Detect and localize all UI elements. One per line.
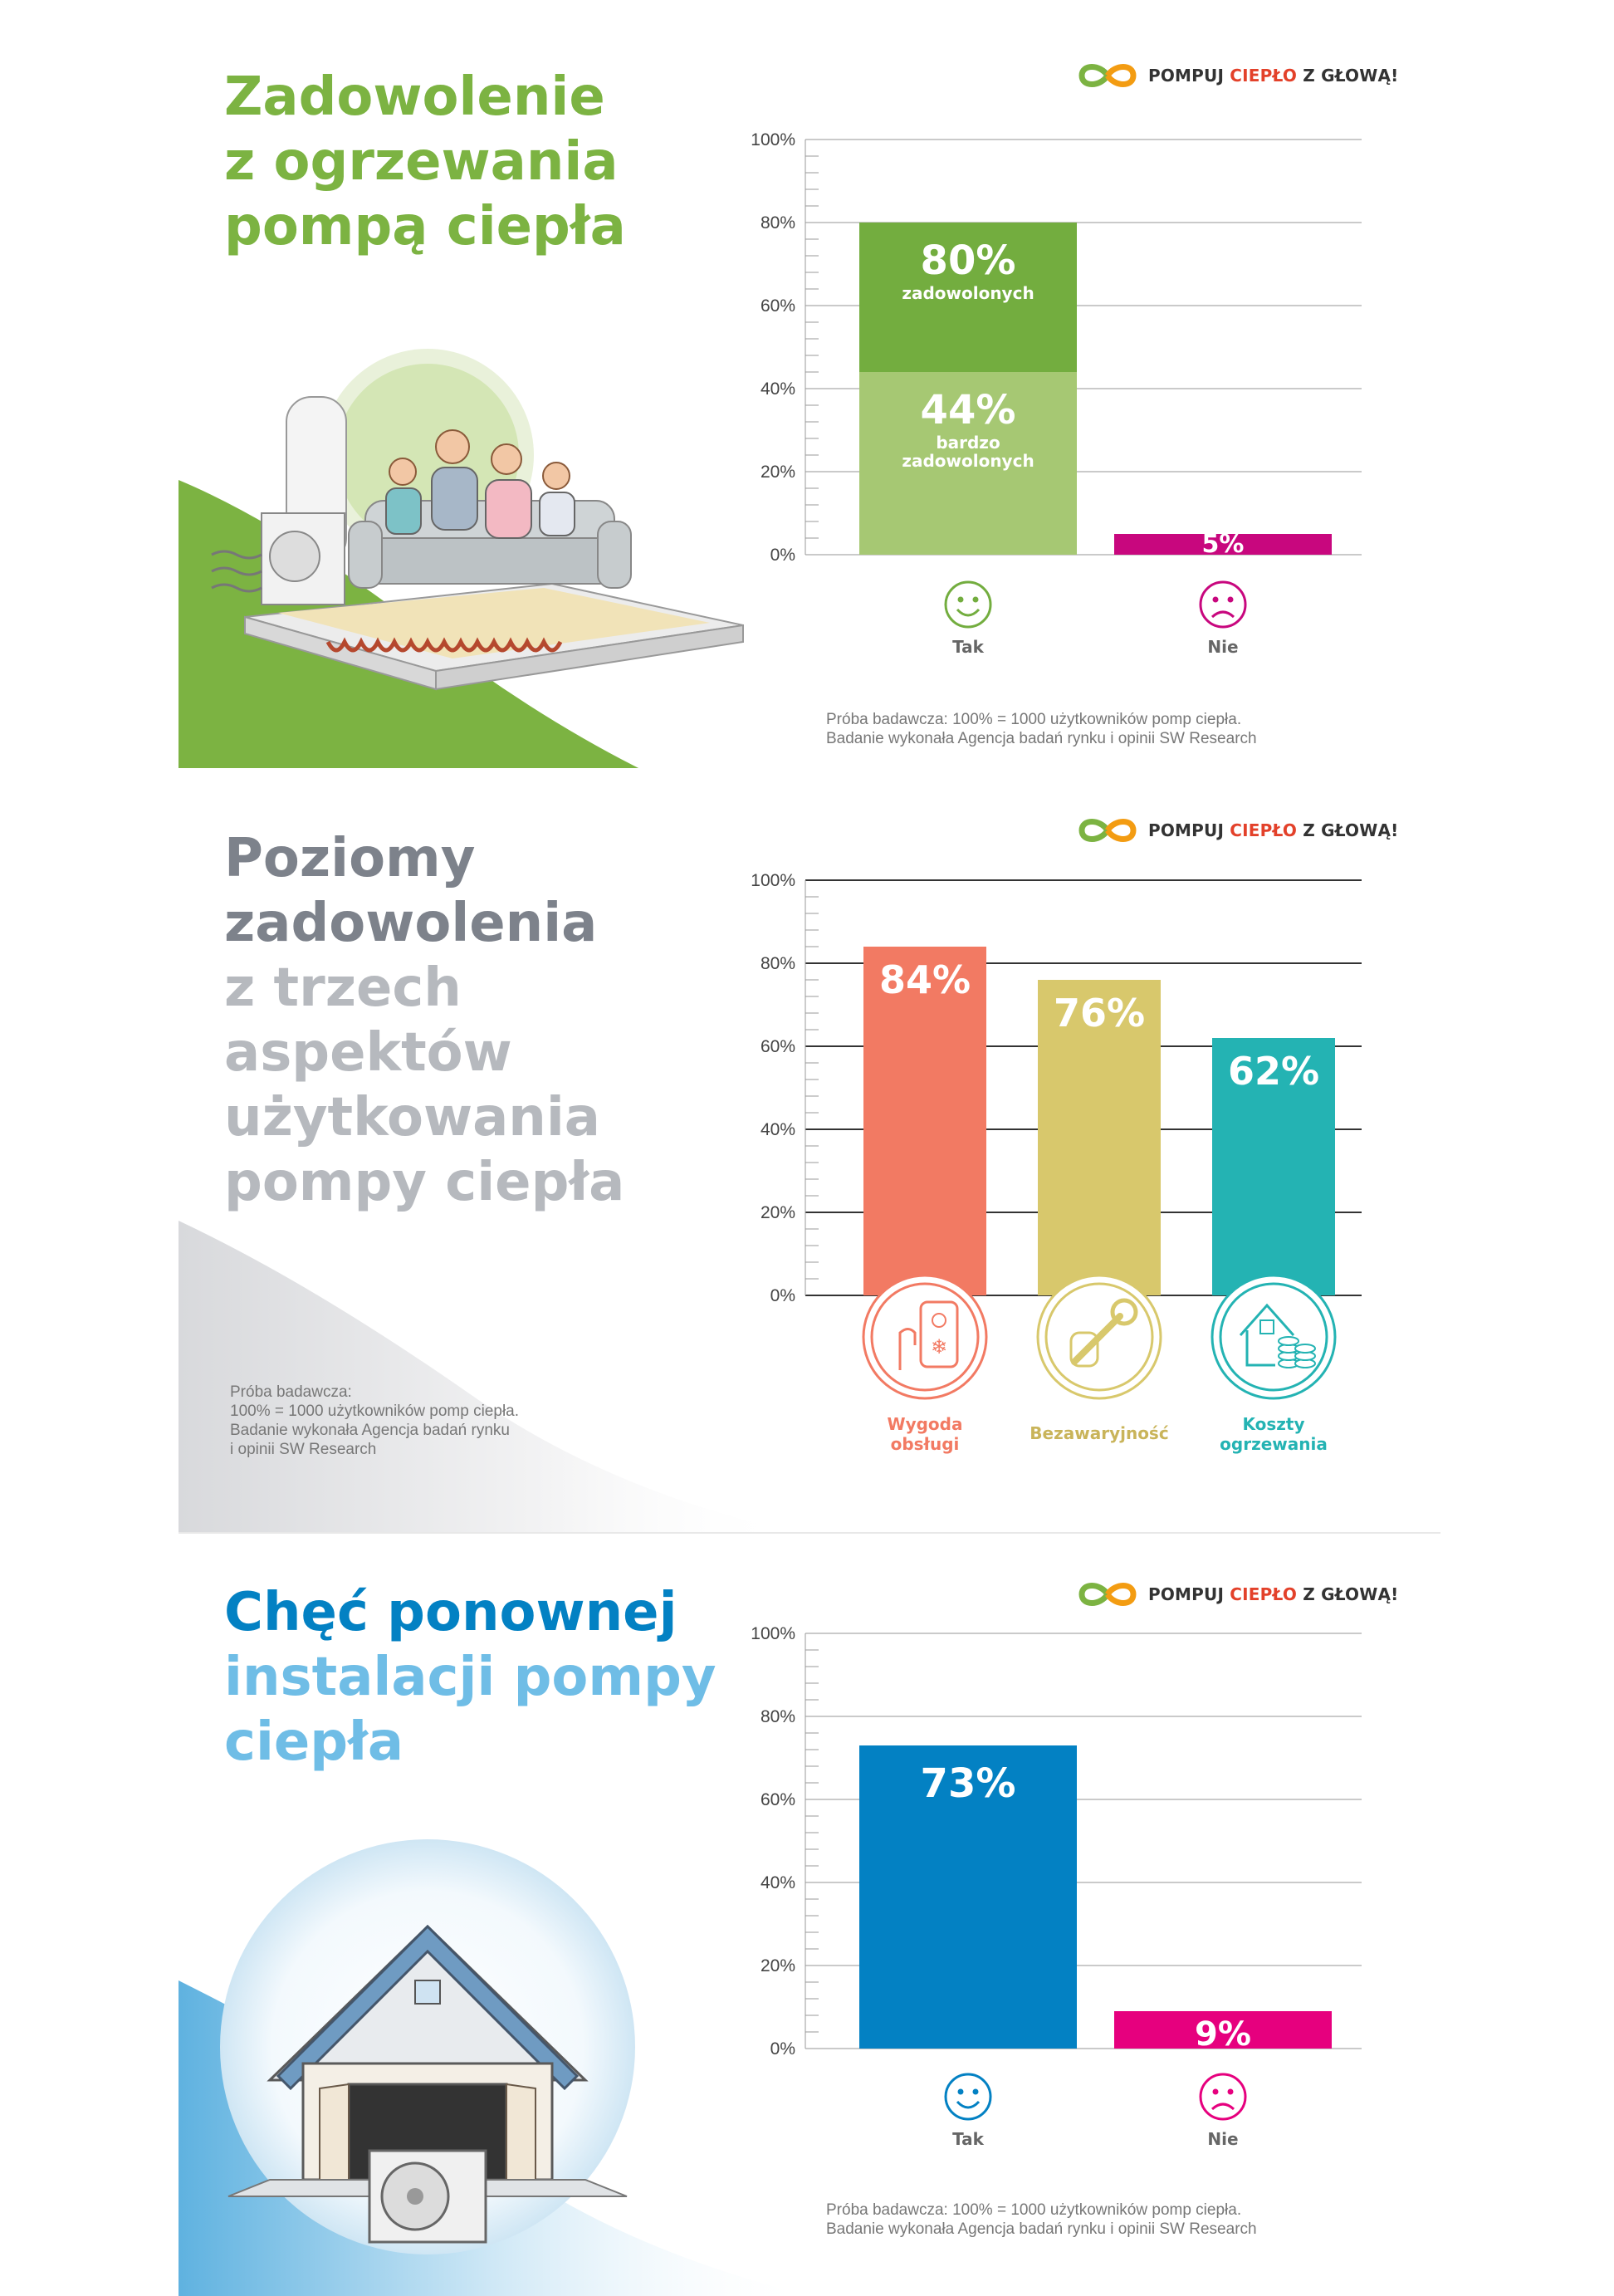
data-label: 62% [1227, 1049, 1320, 1094]
y-tick-label: 60% [760, 1037, 795, 1056]
y-tick-label: 20% [760, 463, 795, 482]
data-label: 84% [878, 957, 971, 1002]
x-tick-label: Nie [1207, 637, 1239, 657]
y-tick-label: 40% [760, 1873, 795, 1892]
data-sublabel: bardzo [936, 433, 1000, 453]
title-line: Chęć ponownej [224, 1582, 677, 1643]
face-eye [973, 2089, 979, 2095]
y-tick-label: 60% [760, 296, 795, 316]
title-line: aspektów [224, 1022, 512, 1084]
face-mouth [957, 609, 979, 615]
title-line: pompy ciepła [224, 1152, 625, 1213]
y-tick-label: 40% [760, 379, 795, 399]
y-tick-label: 60% [760, 1790, 795, 1809]
x-tick-label: Nie [1207, 2129, 1239, 2149]
data-sublabel: zadowolonych [902, 451, 1034, 471]
coin-stack-icon [1279, 1337, 1299, 1345]
y-tick-label: 80% [760, 954, 795, 973]
brand-logo-text: POMPUJ CIEPŁO Z GŁOWĄ! [1148, 66, 1399, 86]
face-eye [973, 597, 979, 603]
y-tick-label: 100% [751, 1624, 795, 1643]
panel-heating-satisfaction [179, 7, 1440, 771]
face-eye [1228, 2089, 1234, 2095]
title-line: Zadowolenie [224, 66, 605, 128]
y-tick-label: 20% [760, 1956, 795, 1975]
x-tick-label: Tak [952, 2129, 984, 2149]
sample-note: Próba badawcza: 100% = 1000 użytkowników pomp ciepła. Badanie wykonała Agencja badań rynku i opinii SW Research [826, 711, 1257, 747]
face-mouth [1212, 2104, 1234, 2109]
title-line: z ogrzewania [224, 131, 619, 193]
y-tick-label: 80% [760, 213, 795, 233]
y-tick-label: 20% [760, 1203, 795, 1222]
face-eye [1213, 597, 1219, 603]
brand-logo-text: POMPUJ CIEPŁO Z GŁOWĄ! [1148, 820, 1399, 840]
x-tick-label: ogrzewania [1220, 1434, 1328, 1454]
title-line: zadowolenia [224, 893, 598, 954]
aspect-icon-ring [1212, 1275, 1335, 1398]
data-label: 76% [1053, 991, 1146, 1035]
title-line: Poziomy [224, 828, 476, 889]
sample-note: Próba badawcza: 100% = 1000 użytkowników pomp ciepła. Badanie wykonała Agencja badań rynku i opinii SW Research [826, 2201, 1257, 2238]
title-line: użytkowania [224, 1087, 600, 1148]
y-tick-label: 80% [760, 1707, 795, 1726]
sad-face-icon [1201, 2074, 1245, 2119]
happy-face-icon [946, 582, 990, 627]
y-tick-label: 0% [770, 2039, 795, 2059]
x-tick-label: obsługi [890, 1434, 960, 1454]
x-tick-label: Wygoda [887, 1414, 963, 1434]
face-eye [958, 2089, 964, 2095]
face-mouth [957, 2102, 979, 2108]
y-tick-label: 100% [751, 130, 795, 149]
panel-reinstall-willingness [179, 1532, 1440, 2296]
data-label: 80% [920, 237, 1016, 284]
title-line: z trzech [224, 957, 462, 1019]
y-tick-label: 40% [760, 1120, 795, 1139]
sad-face-icon [1201, 582, 1245, 627]
happy-face-icon [946, 2074, 990, 2119]
coin-stack-icon [1295, 1344, 1315, 1353]
y-tick-label: 0% [770, 546, 795, 565]
chart-reinstall [179, 1532, 1440, 2296]
brand-logo-text: POMPUJ CIEPŁO Z GŁOWĄ! [1148, 1584, 1399, 1604]
face-eye [958, 597, 964, 603]
data-sublabel: zadowolonych [902, 283, 1034, 303]
sample-note: Próba badawcza: 100% = 1000 użytkowników pomp ciepła. Badanie wykonała Agencja badań rynku i opinii SW Research [230, 1383, 520, 1458]
title-line: ciepła [224, 1711, 404, 1773]
title-line: instalacji pompy [224, 1647, 717, 1708]
aspect-icon-ring [863, 1275, 986, 1398]
x-tick-label: Bezawaryjność [1030, 1423, 1169, 1443]
x-tick-label: Koszty [1242, 1414, 1305, 1434]
data-label: 5% [1201, 530, 1245, 559]
data-label: 9% [1195, 2015, 1251, 2054]
title-line: pompą ciepła [224, 196, 626, 257]
face-mouth [1212, 612, 1234, 617]
y-tick-label: 0% [770, 1286, 795, 1305]
data-label: 44% [920, 387, 1016, 433]
snowflake-icon: ❄ [930, 1335, 948, 1359]
chart-satisfaction [179, 7, 1440, 771]
panel-satisfaction-aspects [179, 768, 1440, 1532]
data-label: 73% [920, 1760, 1016, 1807]
face-eye [1213, 2089, 1219, 2095]
face-eye [1228, 597, 1234, 603]
y-tick-label: 100% [751, 871, 795, 890]
x-tick-label: Tak [952, 637, 984, 657]
